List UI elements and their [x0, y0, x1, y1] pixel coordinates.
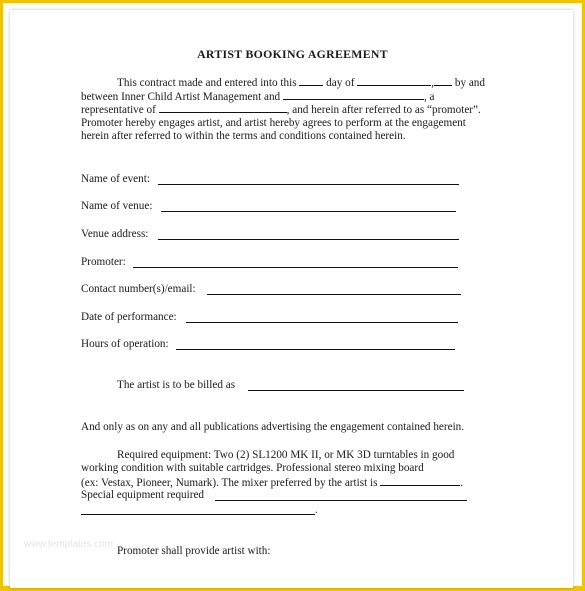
watermark: www.templates.com: [24, 539, 113, 550]
field-label-event: Name of event:: [81, 173, 150, 185]
provide-text: Promoter shall provide artist with:: [117, 545, 271, 557]
intro-text: , a: [423, 91, 435, 103]
day-blank[interactable]: [299, 76, 323, 86]
intro-text: representative of: [81, 104, 156, 116]
intro-text: by and: [454, 77, 485, 89]
special-equipment-label: Special equipment required: [81, 489, 205, 501]
intro-line-3: [81, 103, 481, 117]
intro-text: between Inner Child Artist Management and: [81, 91, 281, 103]
intro-line-1: [117, 76, 485, 90]
billing-label: The artist is to be billed as: [117, 379, 236, 391]
field-line-hours[interactable]: [176, 349, 455, 350]
field-label-contact: Contact number(s)/email:: [81, 283, 196, 295]
intro-line-4: Promoter hereby engages artist, and artist hereby agrees to perform at the engagement: [81, 117, 466, 129]
field-line-address[interactable]: [158, 239, 459, 240]
intro-text: , and herein after referred to as “promoter”.: [286, 104, 481, 116]
party-blank[interactable]: [283, 90, 424, 100]
field-label-promoter: Promoter:: [81, 256, 126, 268]
document-title: ARTIST BOOKING AGREEMENT: [197, 47, 388, 61]
representative-blank[interactable]: [159, 103, 287, 113]
intro-text: day of: [326, 77, 355, 89]
equipment-line-2: working condition with suitable cartridges. Professional stereo mixing board: [81, 462, 424, 474]
equipment-line-3: [81, 476, 463, 490]
equipment-text: (ex: Vestax, Pioneer, Numark). The mixer preferred by the artist is: [81, 477, 378, 489]
field-line-contact[interactable]: [207, 294, 461, 295]
intro-comma: ,: [431, 77, 435, 89]
intro-line-2: [81, 90, 435, 104]
special-equipment-line[interactable]: [215, 500, 467, 501]
equipment-line-1: Required equipment: Two (2) SL1200 MK II, or MK 3D turntables in good: [117, 449, 455, 461]
intro-line-5: herein after referred to within the terms and conditions contained herein.: [81, 130, 406, 142]
field-label-date: Date of performance:: [81, 311, 177, 323]
year-blank[interactable]: [434, 76, 452, 86]
month-blank[interactable]: [357, 76, 431, 86]
field-line-date[interactable]: [186, 322, 458, 323]
field-label-hours: Hours of operation:: [81, 338, 169, 350]
billing-line[interactable]: [248, 390, 464, 391]
field-label-address: Venue address:: [81, 228, 149, 240]
mixer-blank[interactable]: [380, 476, 460, 486]
special-equipment-line-2[interactable]: [81, 514, 315, 515]
special-equipment-period: .: [315, 504, 318, 516]
publications-text: And only as on any and all publications advertising the engagement contained herein.: [81, 421, 465, 433]
field-line-event[interactable]: [158, 184, 459, 185]
field-label-venue: Name of venue:: [81, 200, 153, 212]
field-line-promoter[interactable]: [133, 267, 458, 268]
equipment-period: .: [460, 477, 464, 489]
intro-text: This contract made and entered into this: [117, 77, 297, 89]
field-line-venue[interactable]: [161, 211, 456, 212]
